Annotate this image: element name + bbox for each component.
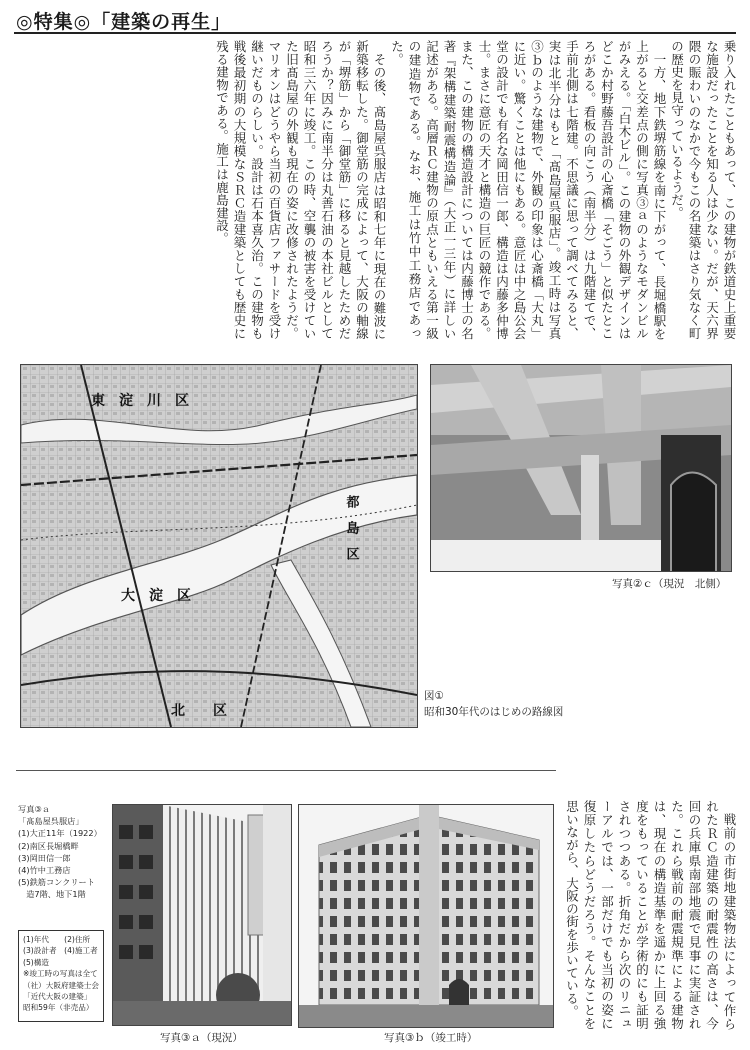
legend-line: (5)構造	[23, 957, 49, 967]
photo-2c-caption: 写真②ｃ（現況 北側）	[612, 578, 727, 590]
legend-line: （社）大阪府建築士会	[23, 980, 99, 990]
map-label-oyodo: 大 淀 区	[121, 588, 191, 604]
photo-3a-notes	[18, 803, 102, 901]
legend-line: 「近代大阪の建築」	[23, 992, 92, 1002]
notes-legend-box	[18, 930, 104, 1022]
photo-2c-graphic	[431, 365, 731, 571]
notes-item: (5)鉄筋コンクリート	[18, 877, 95, 888]
map-figure-label: 図①	[424, 690, 444, 702]
route-map-graphic	[21, 365, 417, 727]
map-label-miyakojima: 都 島 区	[343, 495, 359, 560]
notes-item: 造7階、地下1階	[18, 889, 86, 900]
legend-line: (3)設計者 (4)施工者	[23, 946, 98, 956]
article-paragraph: その後、髙島屋呉服店は昭和七年に現在の難波に新築移転した。御堂筋の完成によって、大阪の軸線が「堺筋」から「御堂筋」に移ると見越したためだろうか？因みに南半分は丸善石油の本社ビルとして昭和三六年に竣工。この時、空襲の被害を受けていた旧髙島屋の外観も現在の姿に改修されたようだ。マリオンはどうやら当初の百貨店ファサードを受け継いだものらしい。設計は石本喜久治。この建物も戦後最初期の大規模なＳＲＣ造建築としても歴史に残る建物である。施工は鹿島建設。	[214, 40, 387, 340]
photo-3b-graphic	[299, 805, 553, 1027]
photo-2c-interior	[430, 364, 732, 572]
notes-item: (4)竹中工務店	[18, 865, 71, 876]
notes-name: 「髙島屋呉服店」	[18, 816, 84, 827]
notes-item: (1)大正11年（1922）	[18, 828, 102, 839]
photo-3a-graphic	[113, 805, 291, 1025]
legend-line: 昭和59年（非売品）	[23, 1003, 94, 1013]
feature-title: ◎特集◎「建築の再生」	[16, 11, 232, 33]
notes-item: (3)岡田信一郎	[18, 852, 71, 863]
article-paragraph: 戦前の市街地建築物法によって作られたＲＣ造建築の耐震性の高さは、今回の兵庫県南部地震で見事に実証された。これら戦前の耐震規準による建物は、現在の構造基準を遥かに上回る強度をもっていることが学術的にも証明されつつある。折角だから次のリニューアルでは、一部だけでも当初の姿に復原したらどうだろう。そんなことを思いながら、大阪の街を歩いている。	[564, 800, 737, 1030]
map-caption: 昭和30年代のはじめの路線図	[424, 706, 564, 718]
notes-title: 写真③ａ	[18, 804, 50, 814]
section-header	[14, 6, 736, 34]
photo-3b-building	[298, 804, 554, 1028]
photo-3a-caption: 写真③ａ（現況）	[160, 1032, 243, 1044]
legend-line: ※竣工時の写真は全て	[23, 969, 98, 979]
photo-3b-caption: 写真③ｂ（竣工時）	[384, 1032, 478, 1044]
map-label-kita: 北 区	[171, 703, 227, 719]
article-bottom-column	[562, 800, 738, 1030]
article-paragraph: 乗り入れたこともあって、この建物が鉄道史上重要な施設だったことを知る人は少ない。だが、天六界隈の賑わいのなかで今もこの名建築はさり気なく町の歴史を見守っているようだ。	[669, 40, 737, 340]
article-top-column	[16, 40, 738, 340]
legend-line: (1)年代 (2)住所	[23, 935, 91, 944]
photo-3a-building	[112, 804, 292, 1026]
map-label-higashi-yodogawa: 東 淀 川 区	[91, 393, 189, 409]
section-divider	[16, 770, 556, 771]
article-paragraph: 一方、地下鉄堺筋線を南に下がって、長堀橋駅を上がると交差点の側に写真③ａのようなモダンビルがみえる。「白木ビル」。この建物の外観デザインはどこか村野藤吾設計の心斎橋「そごう」と似たところがある。看板の向こう（南半分）は九階建てで、手前北側は七階建。不思議に思って調べてみると、実は北半分はもと「髙島屋呉服店」。竣工時は写真③ｂのような建物で、外観の印象は心斎橋「大丸」に近い。驚くことは他にもある。意匠は中之島公会堂の設計でも有名な岡田信一郎、構造は内藤多仲博士。まさに意匠の天才と構造の巨匠の競作である。また、この建物の構造設計については内藤博士の名著『架構建築耐震構造論』（大正一三年）に詳しい記述がある。高層ＲＣ建物の原点ともいえる第一級の建造物である。なお、施工は竹中工務店であった。	[389, 40, 667, 340]
route-map-figure	[20, 364, 418, 728]
notes-item: (2)南区長堀橋畔	[18, 840, 79, 851]
